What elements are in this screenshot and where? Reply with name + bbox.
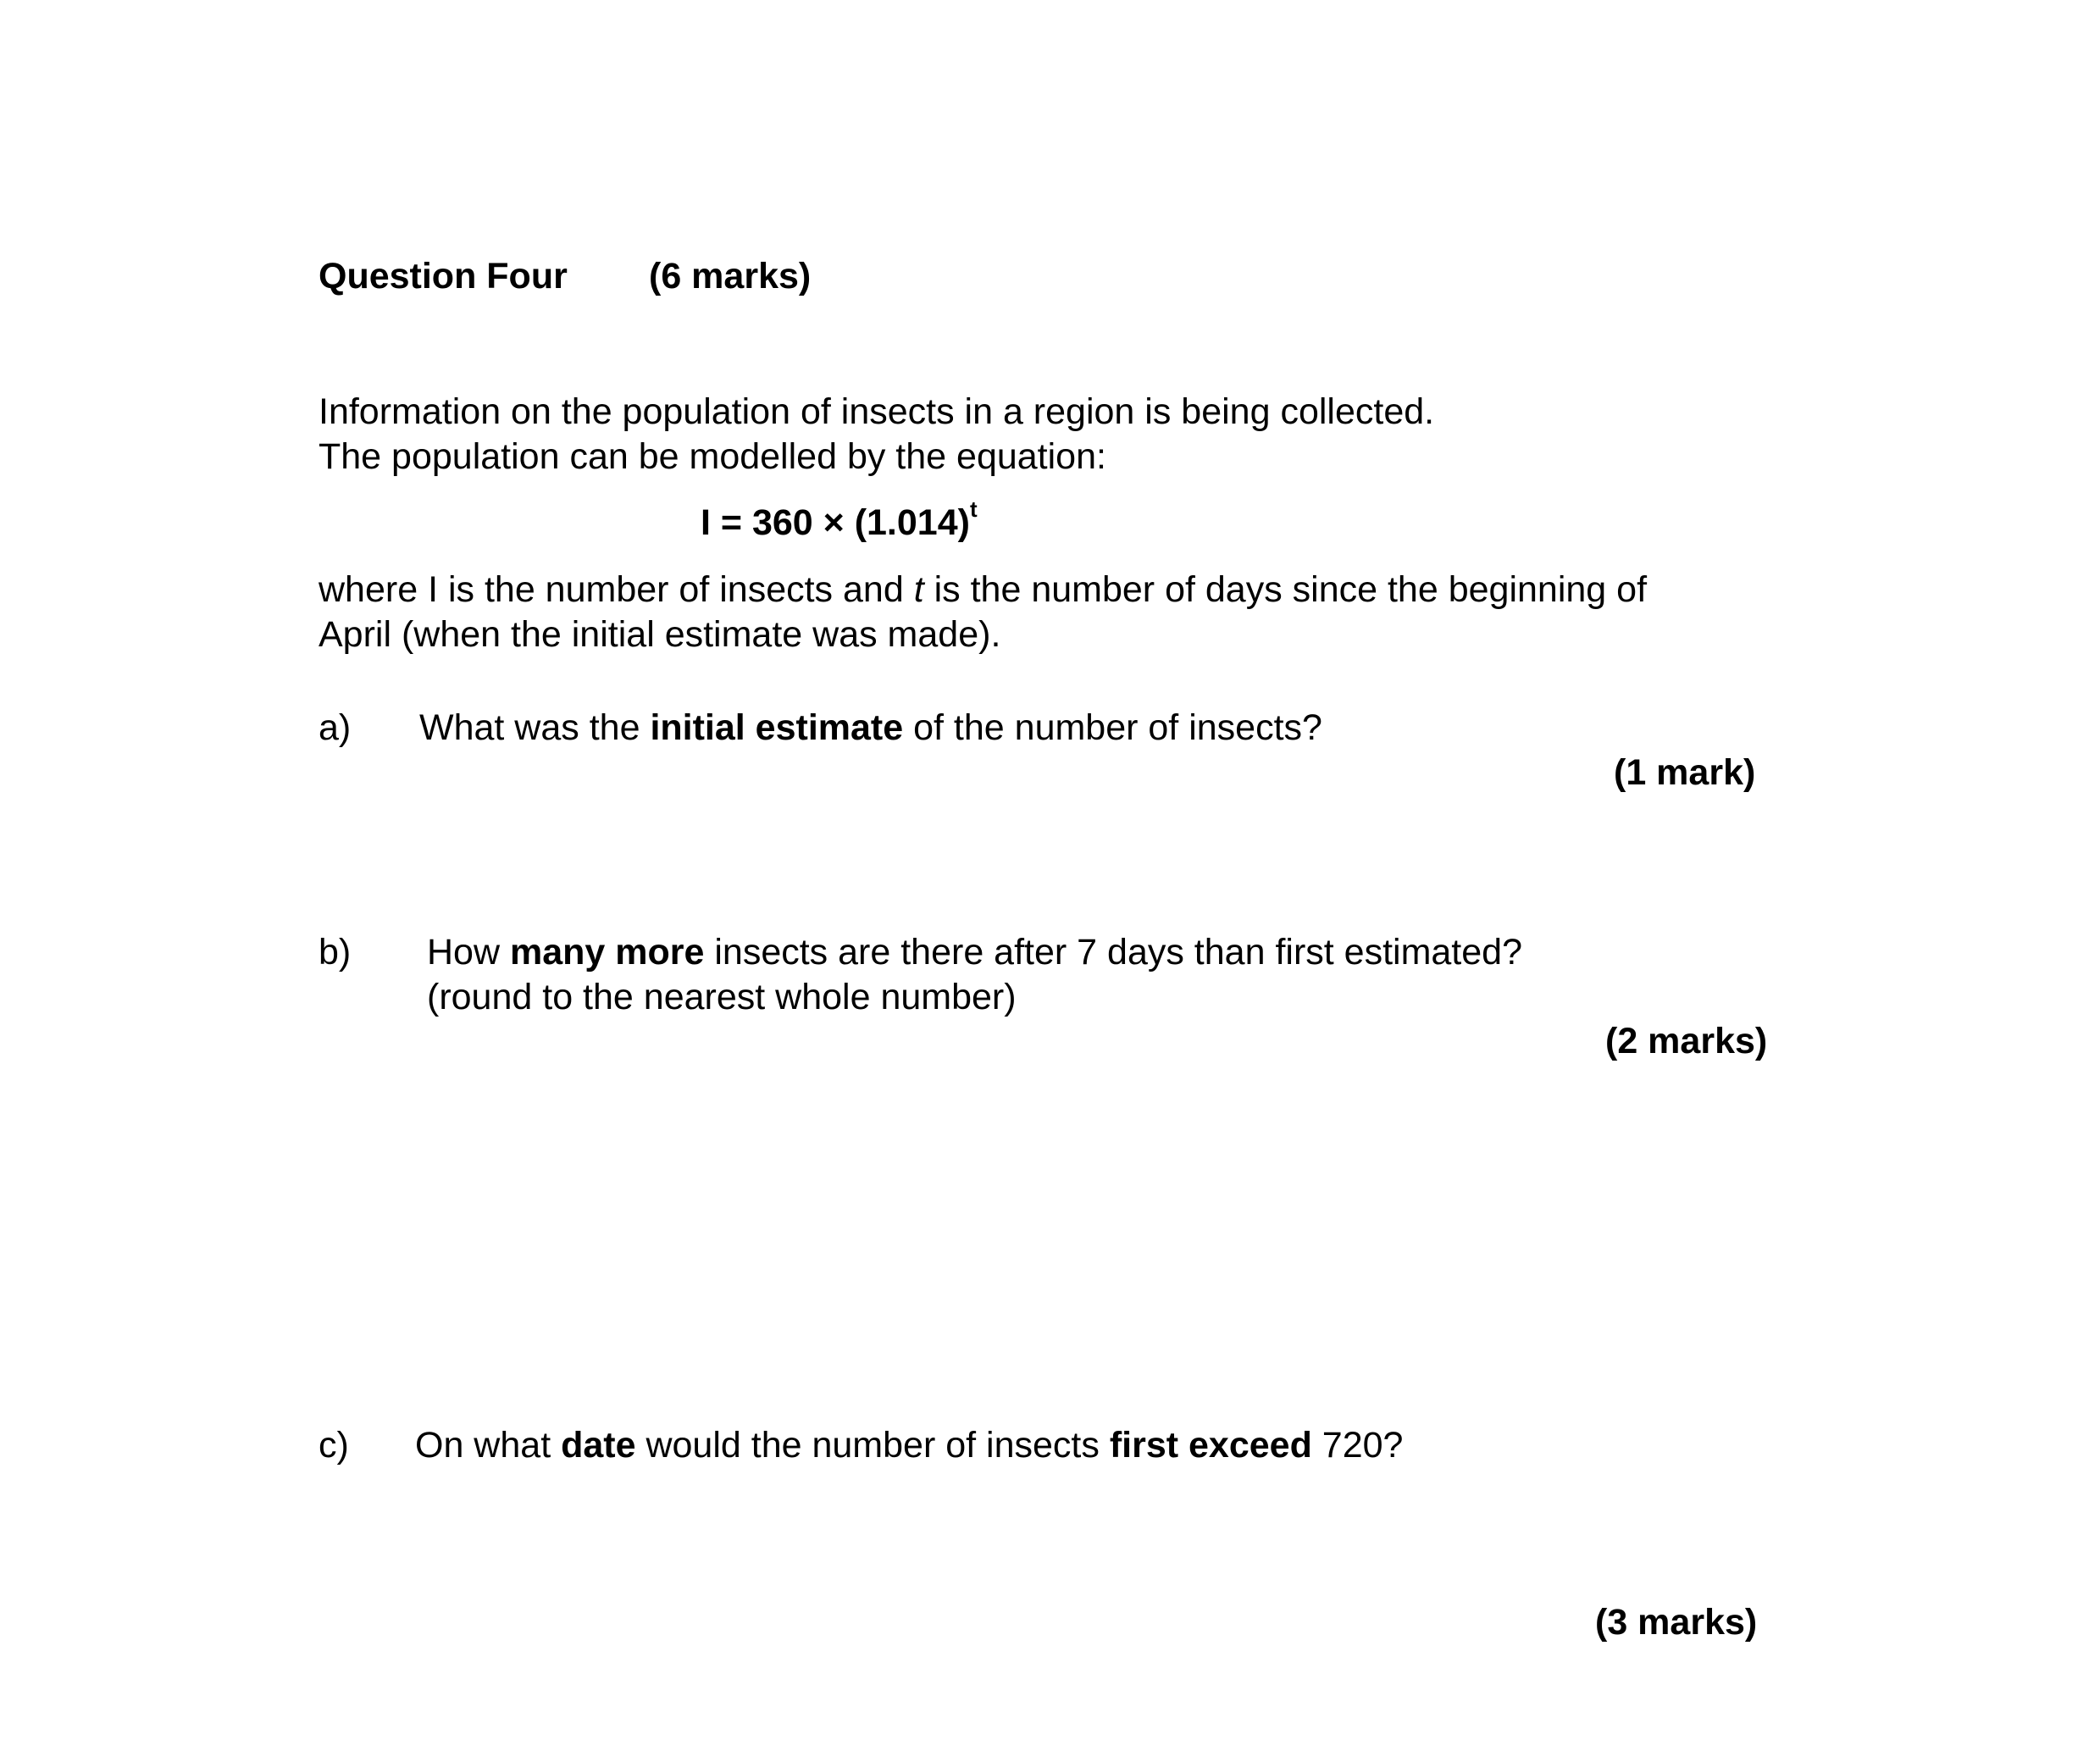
question-total-marks: (6 marks) (649, 256, 812, 296)
part-a-question (419, 707, 1322, 748)
population-equation (701, 496, 978, 543)
part-b-question (427, 934, 1522, 971)
part-a-marks: (1 mark) (1614, 752, 1756, 793)
question-title: Question Four (319, 256, 568, 296)
part-c-text-1: On what (415, 1425, 562, 1466)
part-c-marks: (3 marks) (1595, 1602, 1758, 1643)
intro-line-1: Information on the population of insects in a region is being collected. (319, 391, 1435, 432)
part-a-text-before: What was the (419, 707, 651, 748)
where-line-1 (319, 569, 1648, 610)
part-b-bold: many more (509, 932, 705, 972)
equation-exponent: t (969, 496, 978, 522)
where-line-2: April (when the initial estimate was made). (319, 614, 1001, 655)
part-c-bold-1: date (561, 1425, 636, 1466)
part-a-bold: initial estimate (650, 707, 904, 748)
intro-line-2: The population can be modelled by the equation: (319, 436, 1106, 477)
part-b-text-after: insects are there after 7 days than first estimated? (704, 932, 1522, 972)
part-c-label: c) (319, 1425, 349, 1466)
part-b-marks: (2 marks) (1605, 1021, 1768, 1061)
where-text-before: where I is the number of insects and (319, 569, 914, 610)
part-c-question (415, 1427, 1403, 1464)
part-b-text-before: How (427, 932, 510, 972)
where-text-after: is the number of days since the beginning of (923, 569, 1648, 610)
part-c-bold-2: first exceed (1109, 1425, 1312, 1466)
part-c-text-3: 720? (1311, 1425, 1404, 1466)
part-b-instruction: (round to the nearest whole number) (427, 977, 1017, 1017)
part-a-label: a) (319, 707, 352, 748)
part-c-text-2: would the number of insects (635, 1425, 1110, 1466)
part-a-text-after: of the number of insects? (903, 707, 1322, 748)
equation-main: I = 360 × (1.014) (701, 502, 970, 543)
where-variable-t: t (913, 569, 924, 610)
part-b-label: b) (319, 932, 352, 972)
